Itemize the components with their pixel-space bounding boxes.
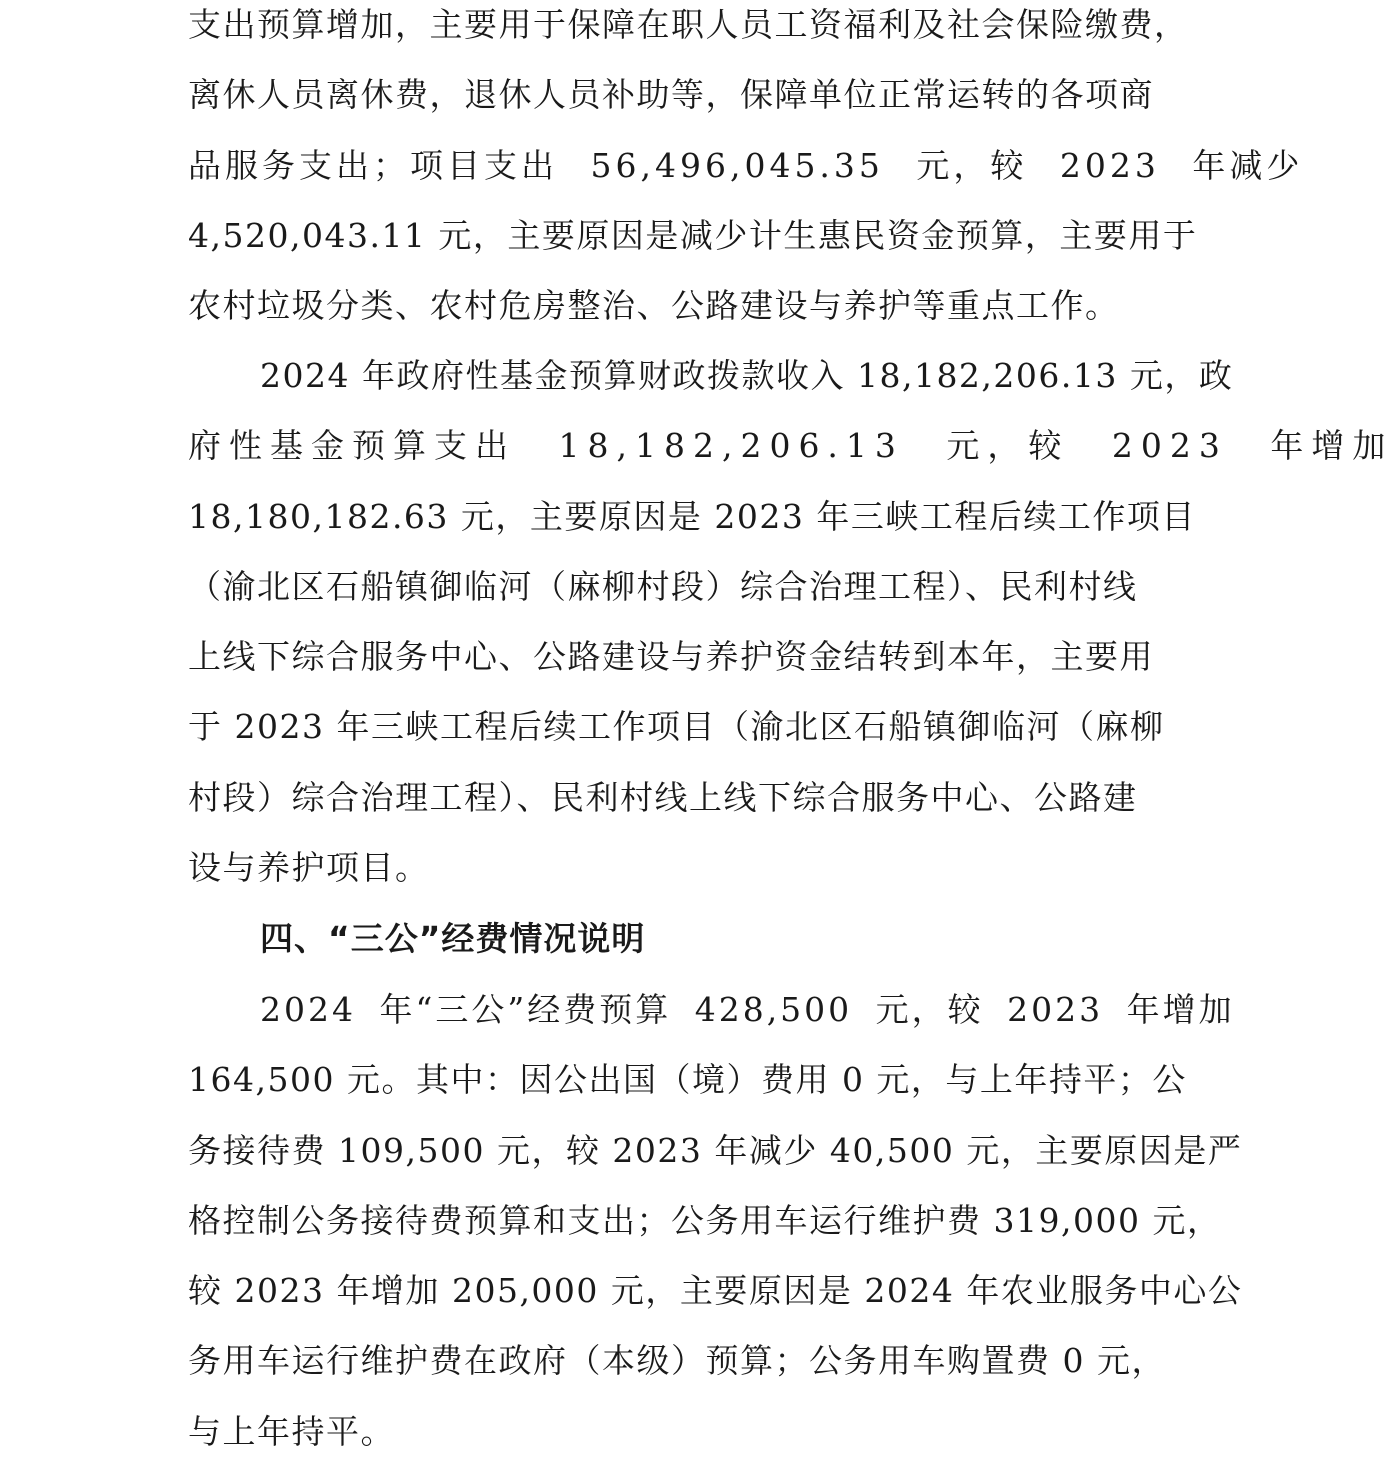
section-heading-text: 四、“三公”经费情况说明 (260, 919, 646, 958)
text-line: 农村垃圾分类、农村危房整治、公路建设与养护等重点工作。 (188, 286, 1120, 326)
text-line: 务用车运行维护费在政府（本级）预算；公务用车购置费 0 元， (188, 1341, 1166, 1381)
text-line: 离休人员离休费，退休人员补助等，保障单位正常运转的各项商 (188, 75, 1154, 115)
text-line: 设与养护项目。 (188, 848, 430, 888)
paragraph-basic-expenditure-continued (188, 0, 1304, 341)
text-line: 上线下综合服务中心、公路建设与养护资金结转到本年，主要用 (188, 637, 1154, 677)
text-line: 村段）综合治理工程）、民利村线上线下综合服务中心、公路建 (188, 777, 1138, 817)
text-line: 于 2023 年三峡工程后续工作项目（渝北区石船镇御临河（麻柳 (188, 707, 1165, 747)
text-line: 府性基金预算支出 18,182,206.13 元，较 2023 年增加 (188, 426, 1394, 466)
text-line: 支出预算增加，主要用于保障在职人员工资福利及社会保险缴费， (188, 5, 1189, 44)
text-line: 较 2023 年增加 205,000 元，主要原因是 2024 年农业服务中心公 (188, 1271, 1243, 1311)
paragraph-government-fund-budget (188, 341, 1394, 903)
text-line: 2024 年“三公”经费预算 428,500 元，较 2023 年增加 (260, 990, 1235, 1029)
text-line: 18,180,182.63 元，主要原因是 2023 年三峡工程后续工作项目 (188, 496, 1196, 536)
text-line: 164,500 元。其中：因公出国（境）费用 0 元，与上年持平；公 (188, 1060, 1187, 1100)
text-line: 格控制公务接待费预算和支出；公务用车运行维护费 319,000 元， (188, 1200, 1222, 1240)
text-line: 品服务支出；项目支出 56,496,045.35 元，较 2023 年减少 (188, 145, 1304, 185)
text-line: （渝北区石船镇御临河（麻柳村段）综合治理工程）、民利村线 (188, 566, 1138, 606)
text-line: 务接待费 109,500 元，较 2023 年减少 40,500 元，主要原因是严 (188, 1130, 1243, 1170)
paragraph-three-public-expenses (188, 975, 1243, 1467)
text-line: 2024 年政府性基金预算财政拨款收入 18,182,206.13 元，政 (260, 356, 1234, 395)
section-heading-three-public-expenses (188, 904, 1228, 974)
text-line: 4,520,043.11 元，主要原因是减少计生惠民资金预算，主要用于 (188, 215, 1198, 255)
text-line: 与上年持平。 (188, 1411, 395, 1451)
